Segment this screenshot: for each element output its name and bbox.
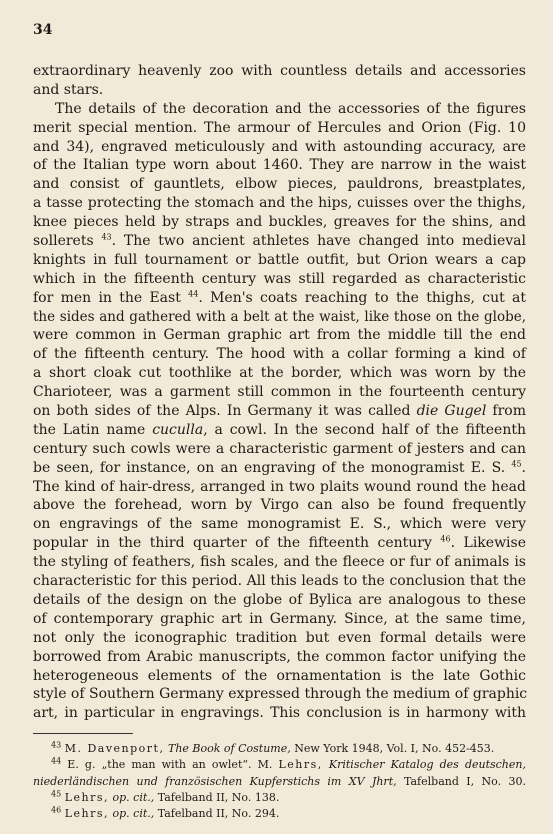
text-line: details of the design on the globe of Bylica are analogous to these xyxy=(33,591,526,608)
text-line: characteristic for this period. All this leads to the conclusion that the xyxy=(33,573,526,590)
text-line xyxy=(33,459,526,478)
footnote-author: Lehrs, xyxy=(64,790,109,804)
footnote-detail: New York 1948, Vol. I, No. 452-453. xyxy=(294,742,495,755)
text-line: of the fifteenth century. The hood with a collar forming a kind of xyxy=(33,346,526,363)
footnote-ref-45: 45 xyxy=(511,459,522,469)
text-segment: be seen, for instance, on an engraving of the monogramist E. S. xyxy=(33,459,506,476)
text-segment: . Men's coats reaching to the thighs, cut at xyxy=(198,289,526,306)
text-line: a short cloak cut toothlike at the border, which was worn by the xyxy=(33,365,526,382)
text-line: merit special mention. The armour of Hercules and Orion (Fig. 10 xyxy=(33,119,526,136)
footnotes xyxy=(33,741,526,822)
text-line: a tasse protecting the stomach and the hips, cuisses over the thighs, xyxy=(33,195,526,212)
text-segment: from xyxy=(492,403,526,420)
text-line: heterogeneous elements of the ornamentation is the late Gothic xyxy=(33,667,526,684)
footnote-detail: Tafelband I, No. 30. xyxy=(404,774,526,788)
footnote-45 xyxy=(33,790,526,806)
text-line: were common in German graphic art from the middle till the end xyxy=(33,327,526,344)
text-line: and 34), engraved meticulously and with astounding accuracy, are xyxy=(33,138,526,155)
text-line: extraordinary heavenly zoo with countless details and accessories xyxy=(33,63,526,79)
text-line xyxy=(33,421,526,440)
text-line: the styling of feathers, fish scales, and the fleece or fur of animals is xyxy=(33,554,526,571)
footnote-author: Lehrs, xyxy=(64,807,109,821)
text-line: sollerets $^{43}$. The two ancient athletes have changed into medieval xyxy=(33,232,526,250)
footnote-title: Kritischer Katalog des deutschen, xyxy=(328,758,526,772)
footnote-44-cont xyxy=(33,774,526,790)
footnote-title: The Book of Costume, xyxy=(167,742,291,755)
text-line: The details of the decoration and the accessories of the figures xyxy=(55,100,526,117)
footnote-number: 43 xyxy=(51,740,62,750)
text-segment: popular in the third quarter of the fifteenth century xyxy=(33,535,432,552)
footnote-detail: Tafelband II, No. 294. xyxy=(157,807,280,821)
text-line: Charioteer, was a garment still common in the fourteenth century xyxy=(33,384,526,401)
footnote-ref-44: 44 xyxy=(188,289,199,299)
footnote-43 xyxy=(33,741,526,757)
text-line: which in the fifteenth century was still regarded as characteristic xyxy=(33,270,526,287)
text-segment: on both sides of the Alps. In Germany it was called xyxy=(33,403,411,420)
text-segment: sollerets xyxy=(33,233,94,250)
text-line: and consist of gauntlets, elbow pieces, pauldrons, breastplates, xyxy=(33,176,526,193)
page-number: 34 xyxy=(33,22,53,38)
text-segment: for men in the East xyxy=(33,289,181,306)
italic-term: cuculla xyxy=(152,421,204,438)
text-line: borrowed from Arabic manuscripts, the common factor unifying the xyxy=(33,648,526,665)
text-line xyxy=(33,534,526,553)
text-line: above the forehead, worn by Virgo can also be found frequently xyxy=(33,497,526,514)
body-text xyxy=(33,62,526,723)
text-line: knee pieces held by straps and buckles, greaves for the shins, and xyxy=(33,214,526,231)
footnote-44 xyxy=(33,757,526,773)
footnote-author: Lehrs, xyxy=(278,758,323,772)
text-segment: . xyxy=(521,459,526,476)
footnote-ref-46: 46 xyxy=(440,534,451,544)
text-line: not only the iconographic tradition but even formal details were xyxy=(33,629,526,646)
footnote-detail: Tafelband II, No. 138. xyxy=(157,790,280,804)
text-segment: The two ancient athletes have changed into medieval xyxy=(123,233,526,250)
text-line: of the Italian type worn about 1460. They are narrow in the waist xyxy=(33,157,526,174)
text-line: and stars. xyxy=(33,81,104,98)
text-line xyxy=(33,402,526,421)
footnote-title: niederländischen und französischen Kupferstichs im XV Jhrt, xyxy=(33,774,397,788)
text-segment: the Latin name xyxy=(33,421,146,438)
footnote-cit: op. cit., xyxy=(112,807,155,821)
footnote-ref-43: 43 xyxy=(101,232,112,242)
text-line: art, in particular in engravings. This conclusion is in harmony with xyxy=(33,705,526,722)
footnote-46 xyxy=(33,806,526,822)
footnote-cit: op. cit., xyxy=(112,790,155,804)
text-line: on engravings of the same monogramist E. S., which were very xyxy=(33,516,526,533)
text-segment: , a cowl. In the second half of the fifteenth xyxy=(203,421,526,438)
text-line: century such cowls were a characteristic garment of jesters and can xyxy=(33,440,526,457)
text-line: The kind of hair-dress, arranged in two plaits wound round the head xyxy=(33,478,526,495)
text-line: of contemporary graphic art in Germany. Since, at the same time, xyxy=(33,610,526,627)
text-line xyxy=(33,289,526,308)
text-line: knights in full tournament or battle outfit, but Orion wears a cap xyxy=(33,251,526,268)
footnote-author: M. Davenport, xyxy=(64,742,165,755)
text-line: style of Southern Germany expressed through the medium of graphic xyxy=(33,686,528,703)
text-line: the sides and gathered with a belt at the waist, like those on the globe, xyxy=(33,308,526,325)
text-segment: . Likewise xyxy=(450,535,527,552)
italic-term: die Gugel xyxy=(416,403,487,420)
footnote-number: 44 xyxy=(51,756,62,766)
footnote-divider xyxy=(33,733,133,734)
footnote-number: 46 xyxy=(51,805,62,815)
footnote-lead: E. g. „the man with an owlet“. M. xyxy=(67,758,273,772)
footnote-number: 45 xyxy=(51,789,62,799)
